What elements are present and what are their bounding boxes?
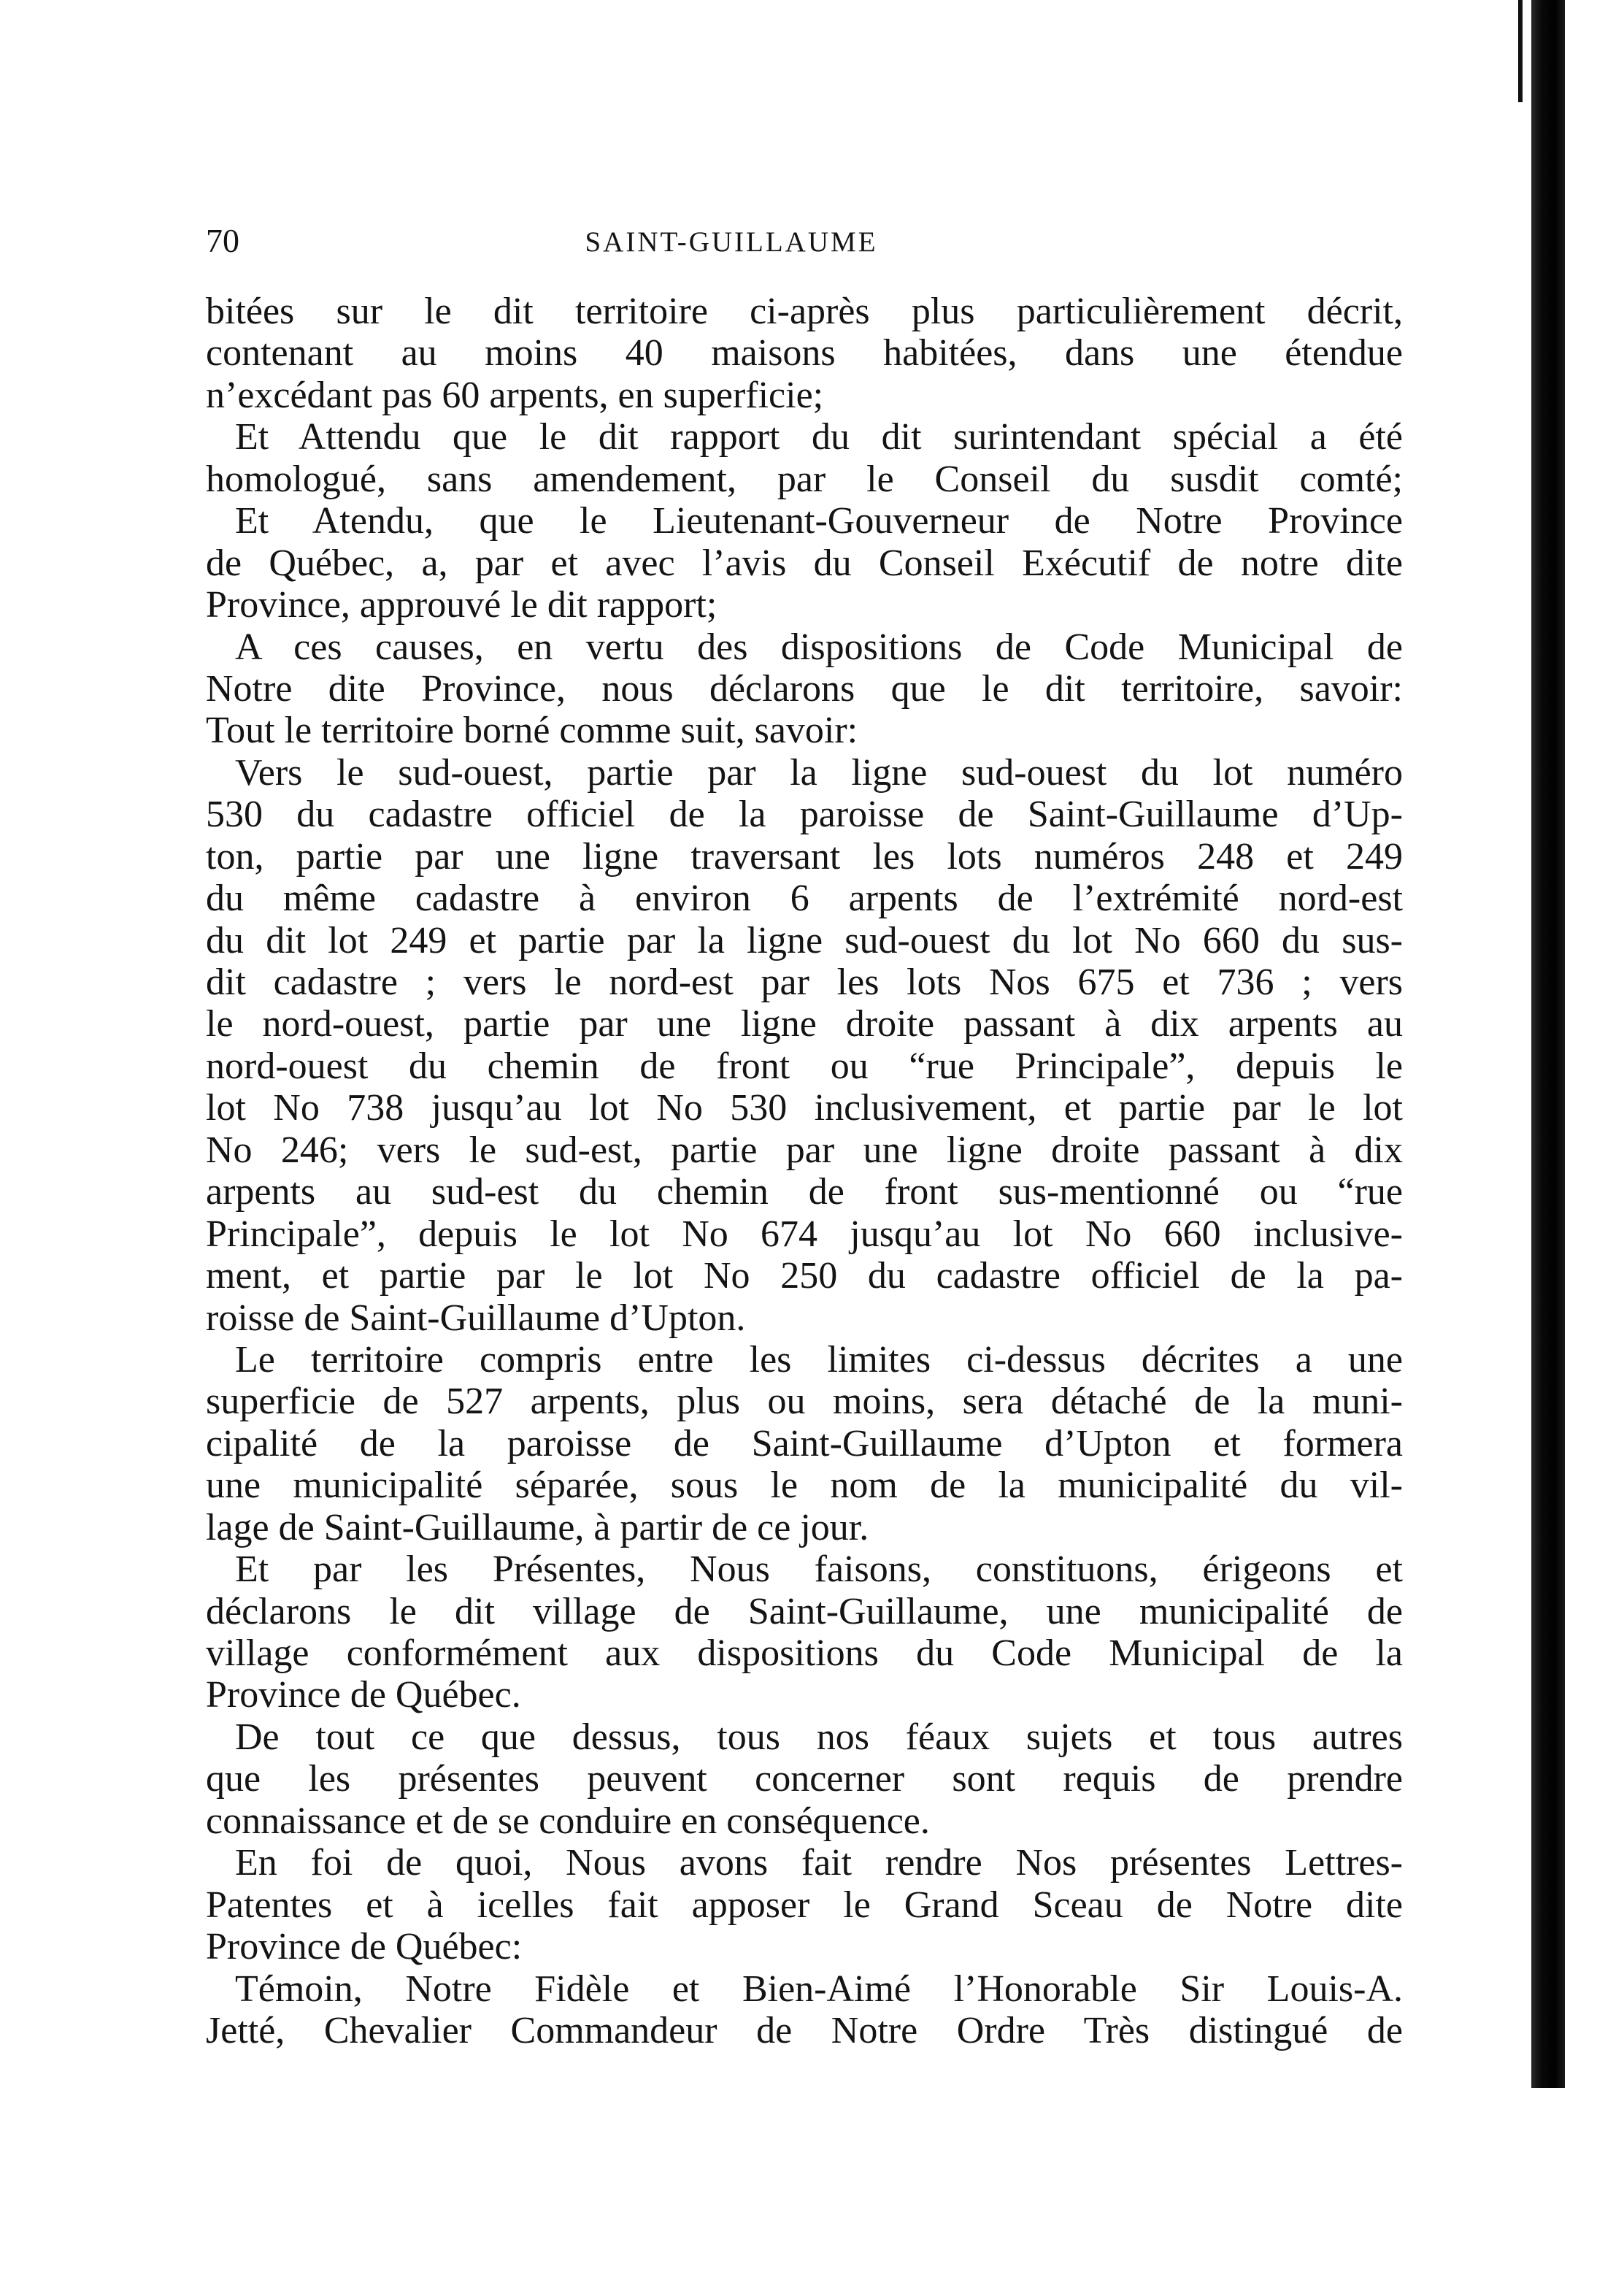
text-line: superficie de 527 arpents, plus ou moins, sera détaché de la muni- [206,1381,1403,1423]
page-number: 70 [206,222,239,259]
text-line: le nord-ouest, partie par une ligne droite passant à dix arpents au [206,1003,1403,1045]
text-line: contenant au moins 40 maisons habitées, dans une étendue [206,332,1403,375]
page-header [206,219,1403,270]
text-line: Tout le territoire borné comme suit, savoir: [206,710,858,752]
text-line: Province de Québec: [206,1926,523,1968]
text-line: En foi de quoi, Nous avons fait rendre Nos présentes Lettres- [235,1842,1403,1884]
text-line: Le territoire compris entre les limites ci-dessus décrites a une [235,1338,1403,1381]
text-line: Notre dite Province, nous déclarons que le dit territoire, savoir: [206,667,1403,710]
text-line: ment, et partie par le lot No 250 du cadastre officiel de la pa- [206,1255,1403,1297]
binding-shadow [1531,0,1565,2088]
text-line: arpents au sud-est du chemin de front sus-mentionné ou “rue [206,1171,1403,1213]
text-line: Et par les Présentes, Nous faisons, constituons, érigeons et [235,1548,1403,1591]
text-line: connaissance et de se conduire en conséquence. [206,1800,930,1842]
text-line: roisse de Saint-Guillaume d’Upton. [206,1297,746,1339]
binding-edge-line [1518,0,1523,102]
text-line: que les présentes peuvent concerner sont requis de prendre [206,1758,1403,1800]
text-line: De tout ce que dessus, tous nos féaux sujets et tous autres [235,1716,1403,1758]
text-line: bitées sur le dit territoire ci-après plus particulièrement décrit, [206,291,1403,332]
text-line: A ces causes, en vertu des dispositions de Code Municipal de [235,626,1403,668]
text-line: lot No 738 jusqu’au lot No 530 inclusivement, et partie par le lot [206,1087,1403,1129]
text-line: n’excédant pas 60 arpents, en superficie; [206,374,824,416]
text-line: Patentes et à icelles fait apposer le Grand Sceau de Notre dite [206,1884,1403,1926]
text-line: déclarons le dit village de Saint-Guillaume, une municipalité de [206,1590,1403,1632]
body-text [206,291,1403,2051]
text-line: Province, approuvé le dit rapport; [206,584,717,626]
text-line: homologué, sans amendement, par le Conseil du susdit comté; [206,458,1403,500]
text-line: Et Atendu, que le Lieutenant-Gouverneur de Notre Province [235,500,1403,542]
text-line: Vers le sud-ouest, partie par la ligne sud-ouest du lot numéro [235,751,1403,794]
text-line: dit cadastre ; vers le nord-est par les lots Nos 675 et 736 ; vers [206,961,1403,1003]
text-line: de Québec, a, par et avec l’avis du Conseil Exécutif de notre dite [206,542,1403,584]
text-line: Principale”, depuis le lot No 674 jusqu’au lot No 660 inclusive- [206,1213,1403,1255]
text-line: une municipalité séparée, sous le nom de la municipalité du vil- [206,1464,1403,1507]
text-line: village conformément aux dispositions du Code Municipal de la [206,1632,1403,1674]
text-line: Témoin, Notre Fidèle et Bien-Aimé l’Honorable Sir Louis-A. [235,1967,1403,2010]
text-line: cipalité de la paroisse de Saint-Guillaume d’Upton et formera [206,1422,1403,1464]
running-head: SAINT-GUILLAUME [585,226,878,258]
text-line: ton, partie par une ligne traversant les lots numéros 248 et 249 [206,835,1403,878]
text-line: du même cadastre à environ 6 arpents de l’extrémité nord-est [206,878,1403,920]
text-line: Province de Québec. [206,1674,521,1716]
text-line: Et Attendu que le dit rapport du dit surintendant spécial a été [235,416,1403,458]
text-line: du dit lot 249 et partie par la ligne sud-ouest du lot No 660 du sus- [206,919,1403,961]
text-line: No 246; vers le sud-est, partie par une ligne droite passant à dix [206,1129,1403,1171]
text-line: 530 du cadastre officiel de la paroisse de Saint-Guillaume d’Up- [206,794,1403,836]
text-line: Jetté, Chevalier Commandeur de Notre Ordre Très distingué de [206,2009,1403,2051]
text-line: lage de Saint-Guillaume, à partir de ce jour. [206,1506,869,1548]
text-line: nord-ouest du chemin de front ou “rue Principale”, depuis le [206,1045,1403,1087]
